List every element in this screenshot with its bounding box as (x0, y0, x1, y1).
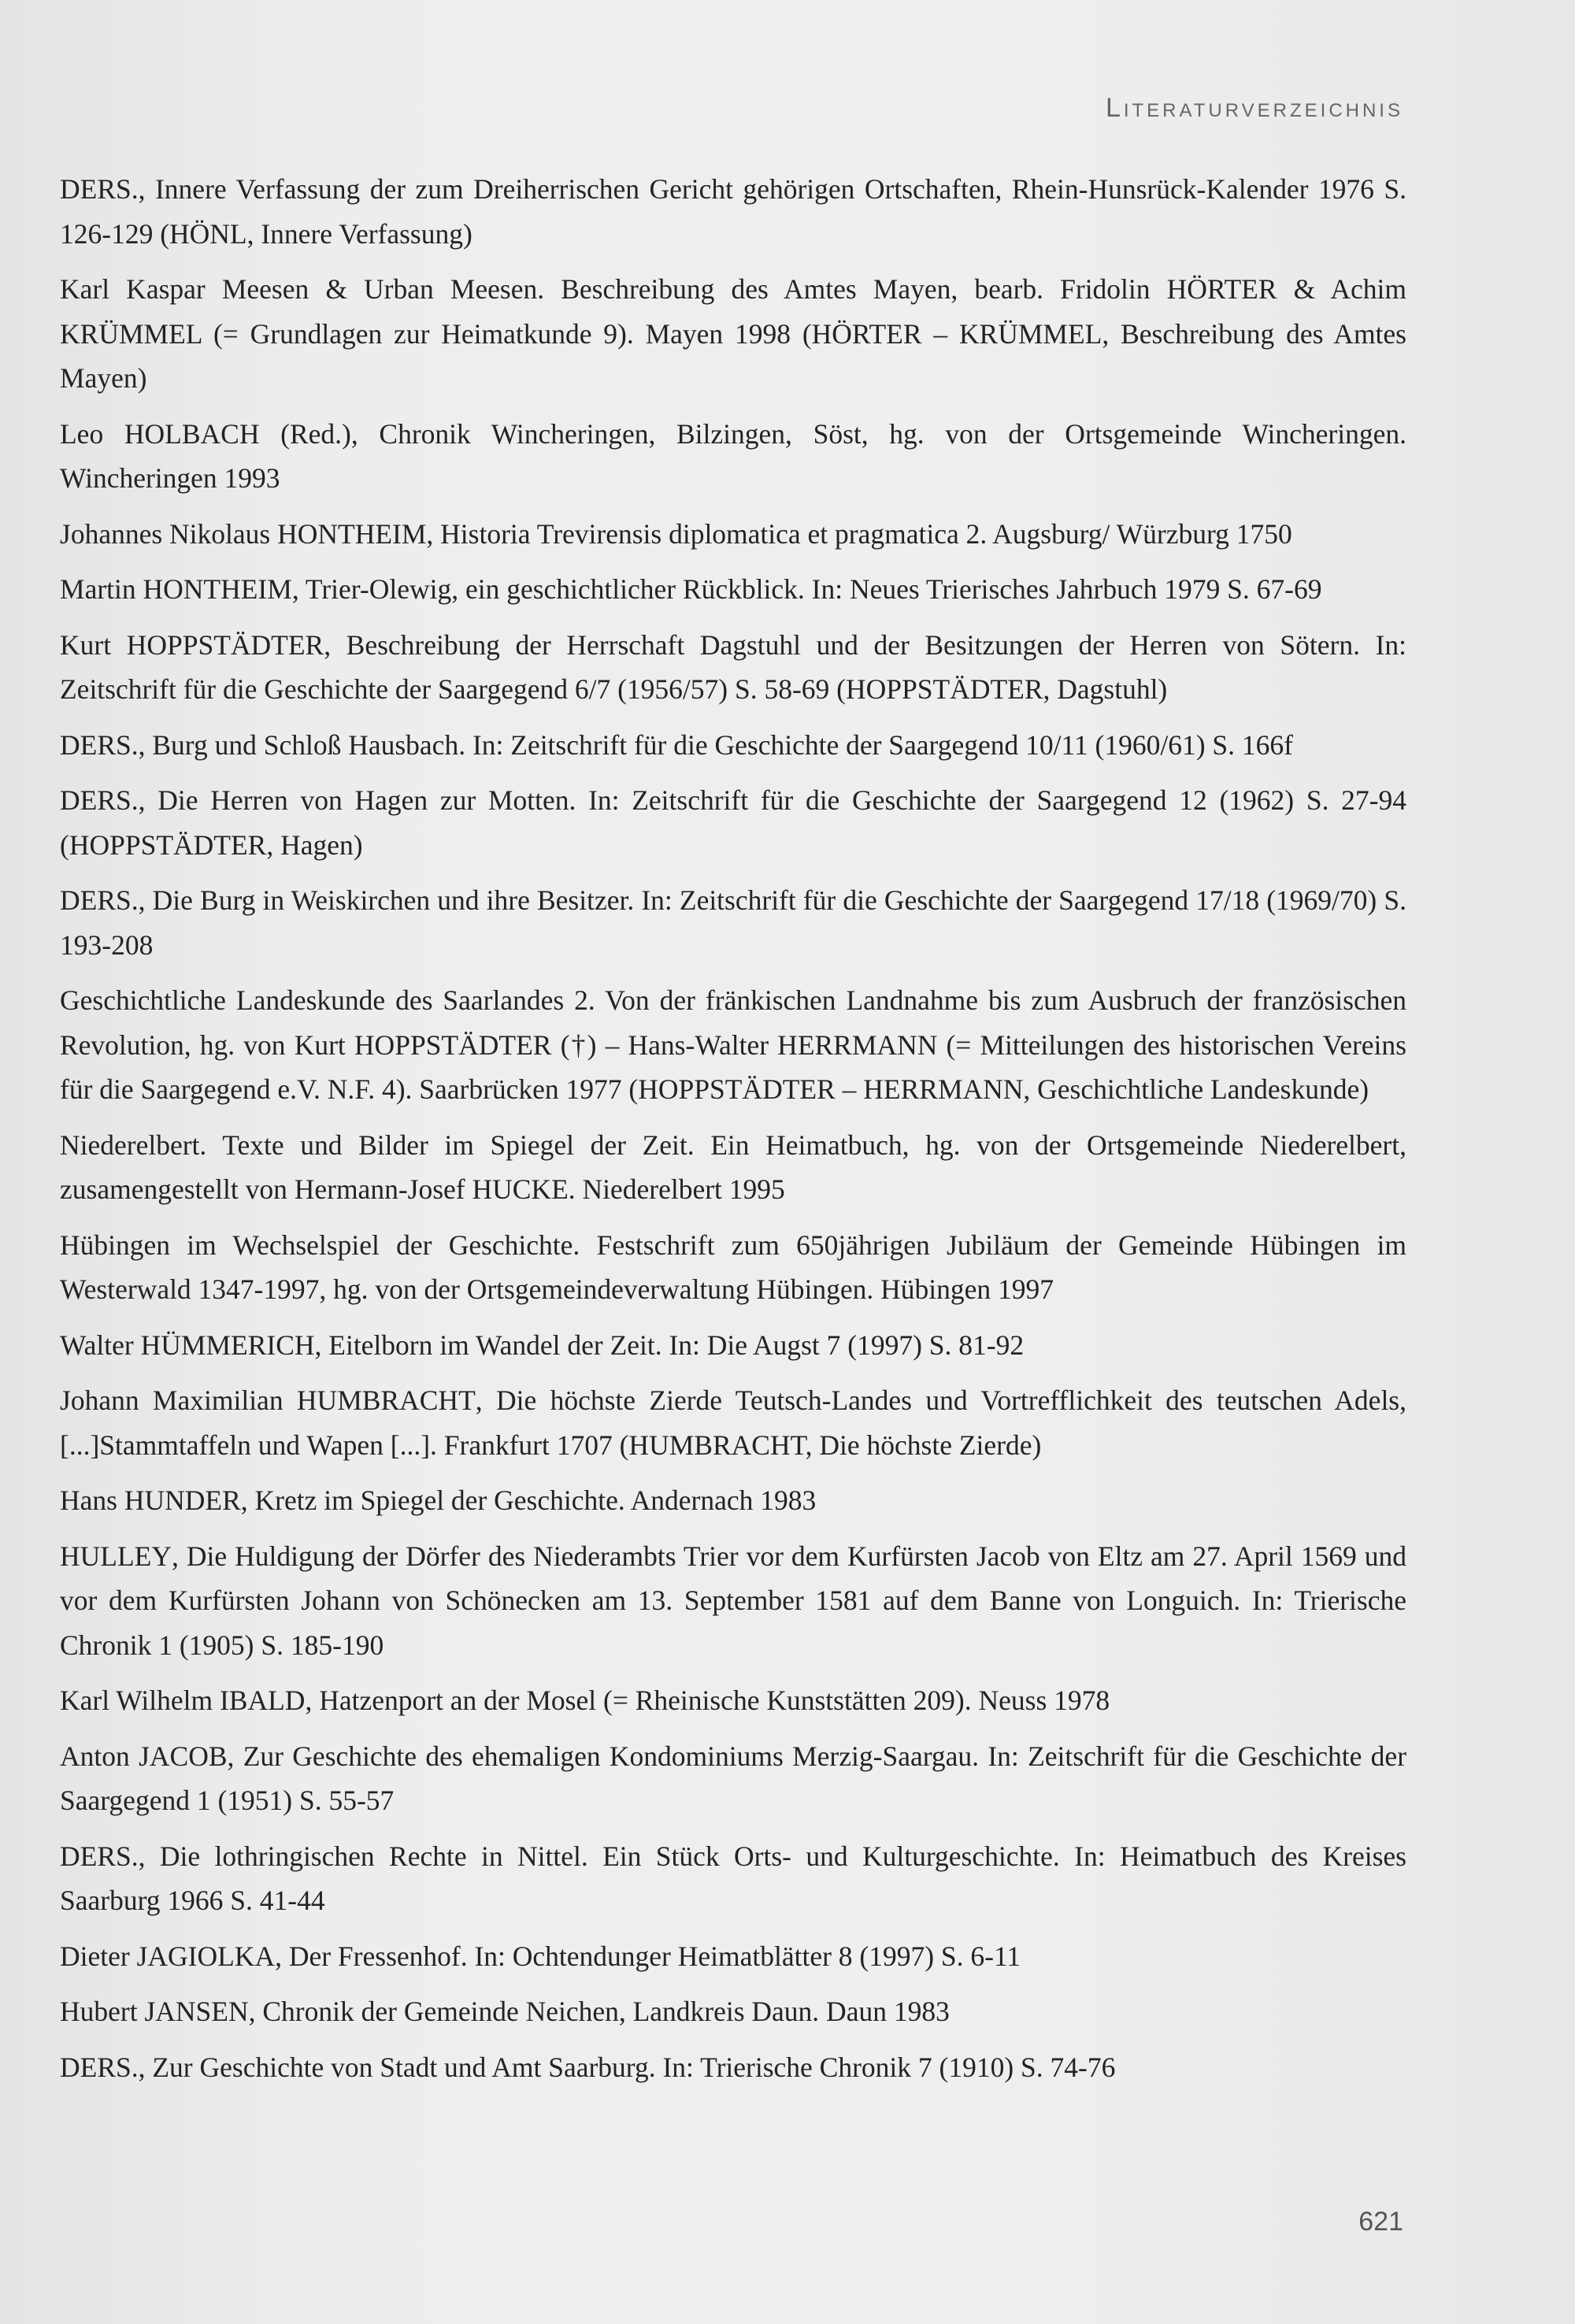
bibliography-entry: Hübingen im Wechselspiel der Geschichte. Festschrift zum 650jährigen Jubiläum der Gemeinde Hübingen im Westerwald 1347-1997, hg. von der Ortsgemeindeverwaltung Hübingen. Hübingen 1997 (60, 1229, 1406, 1305)
bibliography-entry: Johann Maximilian HUMBRACHT, Die höchste Zierde Teutsch-Landes und Vortrefflichkeit des teutschen Adels, [...]Stammtaffeln und Wapen [...]. Frankfurt 1707 (HUMBRACHT, Die höchste Zierde) (60, 1384, 1406, 1461)
bibliography-entry: Dieter JAGIOLKA, Der Fressenhof. In: Ochtendunger Heimatblätter 8 (1997) S. 6-11 (60, 1940, 1021, 1972)
bibliography-entry: DERS., Zur Geschichte von Stadt und Amt Saarburg. In: Trierische Chronik 7 (1910) S. 74-76 (60, 2051, 1116, 2083)
bibliography-entry: DERS., Die Burg in Weiskirchen und ihre Besitzer. In: Zeitschrift für die Geschichte der Saargegend 17/18 (1969/70) S. 193-208 (60, 884, 1406, 961)
bibliography-entry: Karl Kaspar Meesen & Urban Meesen. Beschreibung des Amtes Mayen, bearb. Fridolin HÖRTER & Achim KRÜMMEL (= Grundlagen zur Heimatkunde 9). Mayen 1998 (HÖRTER – KRÜMMEL, Beschreibung des Amtes Mayen) (60, 273, 1406, 394)
bibliography-entry: Walter HÜMMERICH, Eitelborn im Wandel der Zeit. In: Die Augst 7 (1997) S. 81-92 (60, 1329, 1025, 1361)
bibliography-entry: Karl Wilhelm IBALD, Hatzenport an der Mosel (= Rheinische Kunststätten 209). Neuss 1978 (60, 1685, 1110, 1716)
bibliography-entry: Geschichtliche Landeskunde des Saarlandes 2. Von der fränkischen Landnahme bis zum Ausbruch der französischen Revolution, hg. von Kurt HOPPSTÄDTER (†) – Hans-Walter HERRMANN (= Mitteilungen des historischen Vereins für die Saargegend e.V. N.F. 4). Saarbrücken 1977 (HOPPSTÄDTER – HERRMANN, Geschichtliche Landeskunde) (60, 984, 1406, 1105)
page-number: 621 (1358, 2207, 1403, 2237)
bibliography-entry: DERS., Die lothringischen Rechte in Nittel. Ein Stück Orts- und Kulturgeschichte. In: Heimatbuch des Kreises Saarburg 1966 S. 41-44 (60, 1840, 1406, 1916)
bibliography-entry: DERS., Die Herren von Hagen zur Motten. In: Zeitschrift für die Geschichte der Saargegend 12 (1962) S. 27-94 (HOPPSTÄDTER, Hagen) (60, 784, 1406, 861)
running-head: Literaturverzeichnis (1105, 93, 1403, 123)
bibliography-entry: Hans HUNDER, Kretz im Spiegel der Geschichte. Andernach 1983 (60, 1484, 817, 1516)
bibliography-entry: Leo HOLBACH (Red.), Chronik Wincheringen, Bilzingen, Söst, hg. von der Ortsgemeinde Wincheringen. Wincheringen 1993 (60, 417, 1406, 494)
bibliography-list (60, 167, 1406, 2100)
bibliography-entry: Johannes Nikolaus HONTHEIM, Historia Trevirensis diplomatica et pragmatica 2. Augsburg/ Würzburg 1750 (60, 517, 1292, 550)
bibliography-entry: Niederelbert. Texte und Bilder im Spiegel der Zeit. Ein Heimatbuch, hg. von der Ortsgemeinde Niederelbert, zusamengestellt von Hermann-Josef HUCKE. Niederelbert 1995 (60, 1129, 1406, 1205)
bibliography-entry: Hubert JANSEN, Chronik der Gemeinde Neichen, Landkreis Daun. Daun 1983 (60, 1996, 950, 2027)
bibliography-entry: DERS., Innere Verfassung der zum Dreiherrischen Gericht gehörigen Ortschaften, Rhein-Hunsrück-Kalender 1976 S. 126-129 (HÖNL, Innere Verfassung) (60, 173, 1406, 250)
bibliography-entry: Martin HONTHEIM, Trier-Olewig, ein geschichtlicher Rückblick. In: Neues Trierisches Jahrbuch 1979 S. 67-69 (60, 573, 1322, 605)
bibliography-entry: Kurt HOPPSTÄDTER, Beschreibung der Herrschaft Dagstuhl und der Besitzungen der Herren von Sötern. In: Zeitschrift für die Geschichte der Saargegend 6/7 (1956/57) S. 58-69 (HOPPSTÄDTER, Dagstuhl) (60, 628, 1406, 705)
bibliography-entry: DERS., Burg und Schloß Hausbach. In: Zeitschrift für die Geschichte der Saargegend 10/11 (1960/61) S. 166f (60, 728, 1293, 761)
bibliography-entry: HULLEY, Die Huldigung der Dörfer des Niederambts Trier vor dem Kurfürsten Jacob von Eltz am 27. April 1569 und vor dem Kurfürsten Johann von Schönecken am 13. September 1581 auf dem Banne von Longuich. In: Trierische Chronik 1 (1905) S. 185-190 (60, 1540, 1406, 1661)
bibliography-entry: Anton JACOB, Zur Geschichte des ehemaligen Kondominiums Merzig-Saargau. In: Zeitschrift für die Geschichte der Saargegend 1 (1951) S. 55-57 (60, 1740, 1407, 1816)
